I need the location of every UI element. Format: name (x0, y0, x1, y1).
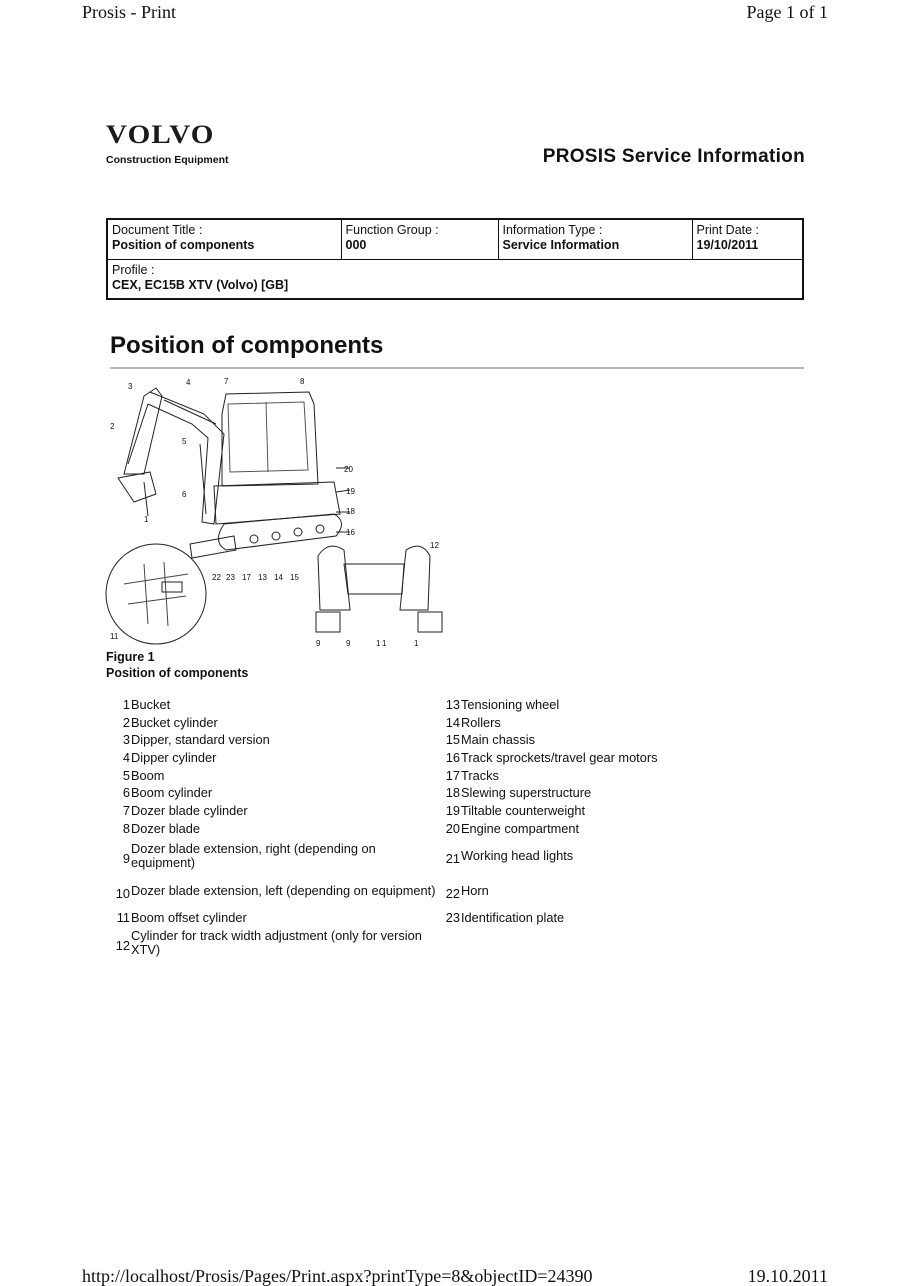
callout-label: 2 (110, 422, 115, 431)
document-meta-table (106, 218, 804, 300)
legend-text: Engine compartment (461, 820, 580, 836)
legend-item (106, 911, 436, 925)
print-date-label: Print Date : (696, 223, 760, 237)
callout-label: 5 (182, 437, 187, 446)
legend-number: 14 (445, 714, 460, 730)
legend-number: 10 (115, 886, 130, 902)
callout-label: 3 (128, 382, 133, 391)
legend-item (106, 822, 436, 836)
callout-label: 8 (300, 377, 305, 386)
print-date-cell (692, 219, 803, 259)
legend-item (106, 786, 436, 800)
legend-text: Slewing superstructure (461, 785, 592, 801)
legend-number: 21 (445, 850, 460, 866)
legend-number: 1 (122, 697, 130, 712)
legend-number: 20 (445, 820, 460, 836)
legend-number: 17 (445, 767, 460, 783)
legend-text: Bucket (131, 697, 171, 712)
function-group-cell (341, 219, 498, 259)
legend-text: Identification plate (461, 909, 565, 925)
print-footer-date: 19.10.2011 (747, 1266, 828, 1286)
callout-label: 15 (290, 573, 299, 582)
legend-text: Rollers (461, 714, 501, 730)
legend-number: 13 (445, 697, 460, 712)
legend-text: Dozer blade extension, left (depending on equipment) (131, 883, 436, 899)
page-indicator: Page 1 of 1 (746, 2, 828, 22)
callout-label: 16 (346, 528, 355, 537)
legend-item (436, 751, 766, 765)
function-group-label: Function Group : (345, 223, 439, 237)
legend-item (436, 698, 766, 712)
legend-item (106, 929, 436, 957)
profile-cell (107, 259, 803, 299)
legend-number: 8 (122, 820, 130, 836)
browser-page-title: Prosis - Print (82, 2, 177, 22)
callout-label: 1 (414, 639, 419, 648)
legend-item (436, 875, 766, 907)
legend-item (106, 751, 436, 765)
figure-label: Figure 1 (106, 650, 155, 664)
legend-text: Boom cylinder (131, 785, 213, 801)
legend-text: Dipper, standard version (131, 732, 270, 748)
legend-text: Horn (461, 883, 489, 899)
legend-number: 16 (445, 750, 460, 766)
legend-text: Tracks (461, 767, 499, 783)
callout-label: 11 (110, 632, 119, 641)
legend-number: 22 (445, 886, 460, 902)
legend-number: 19 (445, 803, 460, 819)
legend-text: Dozer blade (131, 820, 201, 836)
legend-text: Bucket cylinder (131, 714, 218, 730)
legend-item (436, 769, 766, 783)
page-heading: Position of components (110, 332, 384, 359)
legend-item (106, 733, 436, 747)
callout-label: 22 (212, 573, 221, 582)
callout-label: 1 (144, 515, 149, 524)
legend-text: Cylinder for track width adjustment (only for version XTV) (131, 927, 422, 957)
legend-number: 12 (115, 937, 130, 953)
legend-text: Working head lights (461, 847, 574, 863)
legend-item (436, 804, 766, 818)
excavator-diagram (104, 374, 454, 650)
legend-number: 3 (122, 732, 130, 748)
document-title-label: Document Title : (112, 223, 203, 237)
legend-item (106, 875, 436, 907)
legend-text: Main chassis (461, 732, 535, 748)
legend-number: 23 (445, 909, 460, 925)
callout-label: 1 (382, 639, 387, 648)
information-type-label: Information Type : (502, 223, 603, 237)
legend-number: 5 (122, 767, 130, 783)
callout-label: 6 (182, 490, 187, 499)
callout-label: 7 (224, 377, 229, 386)
brand-name: VOLVO (106, 120, 215, 149)
callout-label: 14 (274, 573, 283, 582)
volvo-logo (106, 120, 229, 166)
legend-item (436, 716, 766, 730)
legend-right-column (436, 698, 766, 929)
callout-label: 13 (258, 573, 267, 582)
information-type-cell (498, 219, 692, 259)
legend-text: Dozer blade cylinder (131, 803, 248, 819)
legend-number: 7 (122, 803, 130, 819)
legend-item (106, 804, 436, 818)
legend-item (106, 698, 436, 712)
service-title: PROSIS Service Information (542, 146, 805, 167)
legend-item (436, 822, 766, 836)
print-date-value: 19/10/2011 (696, 238, 759, 252)
legend-text: Tensioning wheel (461, 697, 560, 712)
legend-number: 15 (445, 732, 460, 748)
callout-labels (104, 374, 454, 650)
legend-text: Tiltable counterweight (461, 803, 586, 819)
legend-item (436, 911, 766, 925)
profile-value: CEX, EC15B XTV (Volvo) [GB] (112, 277, 289, 292)
legend-number: 2 (122, 714, 130, 730)
information-type-value: Service Information (502, 238, 620, 252)
legend-item (436, 840, 766, 872)
legend-number: 9 (122, 850, 130, 866)
legend-number: 4 (122, 750, 130, 766)
page-url: http://localhost/Prosis/Pages/Print.aspx?printType=8&objectID=24390 (82, 1266, 593, 1286)
legend-number: 6 (122, 785, 130, 801)
callout-label: 18 (346, 507, 355, 516)
legend-item (436, 733, 766, 747)
figure-caption (106, 649, 248, 681)
legend-text: Boom (131, 767, 165, 783)
heading-divider (110, 367, 804, 369)
callout-label: 12 (430, 541, 439, 550)
callout-label: 9 (346, 639, 351, 648)
legend-text: Dozer blade extension, right (depending on equipment) (131, 840, 376, 870)
figure-title: Position of components (106, 666, 249, 680)
brand-division: Construction Equipment (106, 154, 229, 166)
legend-text: Dipper cylinder (131, 750, 217, 766)
callout-label: 20 (344, 465, 353, 474)
callout-label: 17 (242, 573, 251, 582)
document-title-cell (107, 219, 341, 259)
legend-left-column (106, 698, 436, 960)
callout-label: 1 (376, 639, 381, 648)
callout-label: 19 (346, 487, 355, 496)
legend-text: Track sprockets/travel gear motors (461, 750, 658, 766)
legend-item (106, 716, 436, 730)
legend-item (106, 769, 436, 783)
legend-number: 11 (116, 909, 130, 925)
function-group-value: 000 (345, 238, 367, 252)
callout-label: 4 (186, 378, 191, 387)
profile-label: Profile : (112, 262, 155, 277)
legend-item (436, 786, 766, 800)
legend-text: Boom offset cylinder (131, 909, 247, 925)
legend-number: 18 (445, 785, 460, 801)
document-title-value: Position of components (112, 238, 255, 252)
callout-label: 23 (226, 573, 235, 582)
legend-item (106, 840, 436, 872)
callout-label: 9 (316, 639, 321, 648)
